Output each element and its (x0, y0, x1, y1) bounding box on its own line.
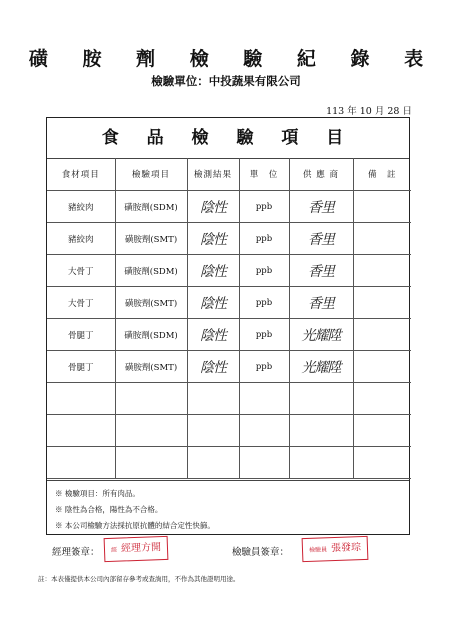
cell-result (187, 383, 239, 415)
inspection-sheet (46, 117, 410, 535)
cell-unit: ppb (239, 255, 289, 287)
cell-test: 磺胺劑(SMT) (115, 223, 187, 255)
cell-result (187, 447, 239, 479)
table-row (47, 415, 411, 447)
cell-test: 磺胺劑(SMT) (115, 351, 187, 383)
cell-supplier (289, 383, 353, 415)
note-line: ※ 檢驗項目：所有肉品。 (55, 489, 140, 498)
inspection-table (47, 158, 411, 479)
note-line: ※ 陰性為合格，陽性為不合格。 (55, 505, 163, 514)
cell-supplier: 香里 (289, 191, 353, 223)
cell-item (47, 383, 115, 415)
table-header-row (47, 158, 411, 191)
table-row (47, 287, 411, 319)
col-header-remark: 備 註 (353, 158, 411, 191)
manager-stamp-text: 經理方開 (120, 542, 162, 555)
table-row (47, 319, 411, 351)
col-header-test: 檢驗項目 (115, 158, 187, 191)
col-header-unit: 單 位 (239, 158, 289, 191)
cell-remark (353, 351, 411, 383)
inspector-stamp (302, 536, 369, 562)
cell-remark (353, 255, 411, 287)
cell-supplier (289, 447, 353, 479)
cell-result: 陰性 (187, 287, 239, 319)
cell-test: 磺胺劑(SMT) (115, 287, 187, 319)
cell-result: 陰性 (187, 351, 239, 383)
inspector-stamp-prefix: 檢驗員 (308, 546, 328, 554)
inspector-stamp-text: 張發琮 (330, 542, 362, 555)
cell-result (187, 415, 239, 447)
table-row (47, 383, 411, 415)
cell-unit: ppb (239, 287, 289, 319)
table-row (47, 191, 411, 223)
cell-test (115, 447, 187, 479)
cell-test (115, 383, 187, 415)
cell-result: 陰性 (187, 319, 239, 351)
cell-remark (353, 447, 411, 479)
document-title: 磺 胺 劑 檢 驗 紀 錄 表 (28, 48, 438, 70)
table-row (47, 255, 411, 287)
cell-supplier: 光耀陞 (289, 351, 353, 383)
cell-item (47, 447, 115, 479)
cell-test: 磺胺劑(SDM) (115, 191, 187, 223)
cell-unit (239, 415, 289, 447)
cell-remark (353, 287, 411, 319)
cell-result: 陰性 (187, 255, 239, 287)
table-row (47, 223, 411, 255)
table-row (47, 447, 411, 479)
manager-stamp (104, 536, 169, 562)
inspection-unit: 檢驗單位：中投蔬果有限公司 (151, 74, 301, 88)
note-line: ※ 本公司檢驗方法採抗原抗體的結合定性快篩。 (55, 521, 215, 530)
cell-supplier: 香里 (289, 223, 353, 255)
cell-item: 骨腿丁 (47, 319, 115, 351)
record-date: 113 年 10 月 28 日 (326, 106, 412, 117)
cell-remark (353, 383, 411, 415)
cell-result: 陰性 (187, 223, 239, 255)
cell-test: 磺胺劑(SDM) (115, 319, 187, 351)
cell-remark (353, 415, 411, 447)
cell-item (47, 415, 115, 447)
cell-supplier: 香里 (289, 287, 353, 319)
cell-item: 骨腿丁 (47, 351, 115, 383)
cell-remark (353, 319, 411, 351)
sheet-title: 食 品 檢 驗 項 目 (47, 118, 409, 159)
cell-unit (239, 383, 289, 415)
col-header-item: 食材項目 (47, 158, 115, 191)
cell-remark (353, 223, 411, 255)
cell-unit: ppb (239, 191, 289, 223)
cell-item: 大骨丁 (47, 255, 115, 287)
manager-stamp-prefix: 經 (110, 546, 118, 554)
cell-unit: ppb (239, 319, 289, 351)
table-row (47, 351, 411, 383)
cell-unit: ppb (239, 223, 289, 255)
cell-supplier: 光耀陞 (289, 319, 353, 351)
cell-supplier: 香里 (289, 255, 353, 287)
cell-item: 豬絞肉 (47, 191, 115, 223)
cell-item: 大骨丁 (47, 287, 115, 319)
cell-supplier (289, 415, 353, 447)
cell-test: 磺胺劑(SDM) (115, 255, 187, 287)
footnote: 註：本表僅提供本公司內部留存參考或查詢用，不作為其他證明用途。 (38, 575, 240, 583)
cell-unit: ppb (239, 351, 289, 383)
cell-remark (353, 191, 411, 223)
notes-section (47, 480, 409, 536)
cell-item: 豬絞肉 (47, 223, 115, 255)
cell-unit (239, 447, 289, 479)
col-header-result: 檢測結果 (187, 158, 239, 191)
cell-result: 陰性 (187, 191, 239, 223)
manager-signature-label: 經理簽章： (52, 547, 100, 558)
col-header-supplier: 供 應 商 (289, 158, 353, 191)
cell-test (115, 415, 187, 447)
inspector-signature-label: 檢驗員簽章： (232, 547, 290, 558)
